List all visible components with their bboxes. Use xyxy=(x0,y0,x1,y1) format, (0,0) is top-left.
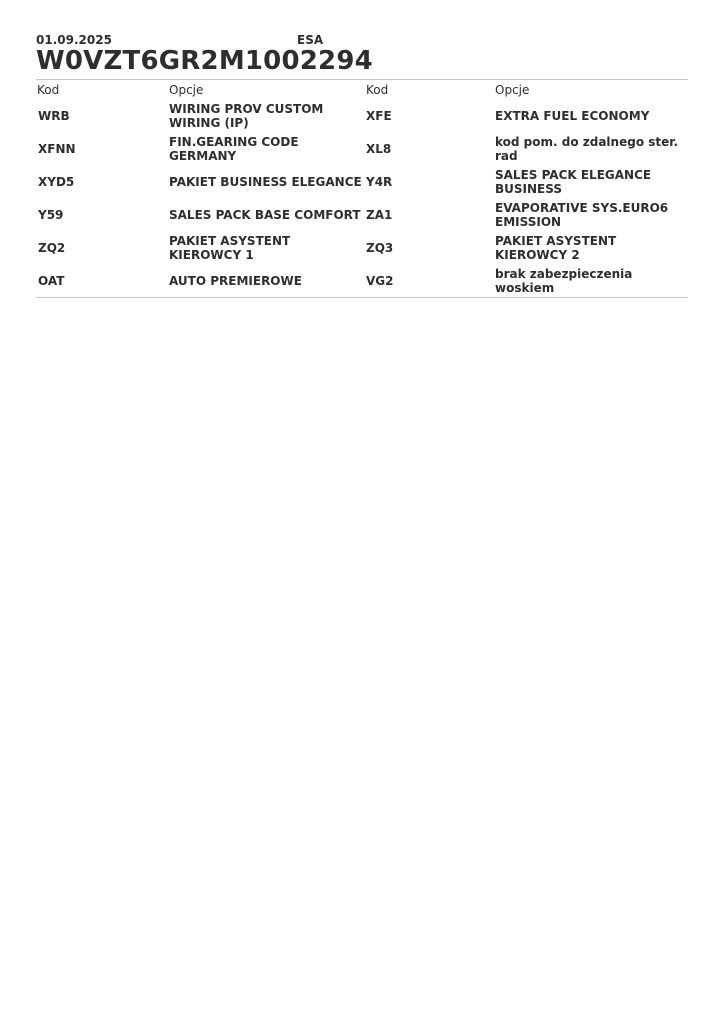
option-code: ZA1 xyxy=(366,207,393,222)
header-opcje-2: Opcje xyxy=(495,82,530,97)
table-row xyxy=(36,231,688,264)
option-description: EVAPORATIVE SYS.EURO6 EMISSION xyxy=(495,200,669,229)
option-code: XL8 xyxy=(366,141,392,156)
table-row xyxy=(36,99,688,132)
option-description: WIRING PROV CUSTOM WIRING (IP) xyxy=(169,101,324,130)
option-code: WRB xyxy=(38,108,70,123)
option-description: AUTO PREMIEROWE xyxy=(169,273,302,288)
document-code: ESA xyxy=(297,33,324,47)
option-description: kod pom. do zdalnego ster. rad xyxy=(495,134,679,163)
option-code: ZQ2 xyxy=(38,240,66,255)
option-description: PAKIET ASYSTENT KIEROWCY 2 xyxy=(495,233,617,262)
table-row xyxy=(36,198,688,231)
header-opcje-1: Opcje xyxy=(169,82,204,97)
option-description: FIN.GEARING CODE GERMANY xyxy=(169,134,299,163)
option-code: Y59 xyxy=(38,207,64,222)
table-row xyxy=(36,165,688,198)
header-kod-2: Kod xyxy=(366,82,389,97)
table-header xyxy=(36,80,688,99)
table-row xyxy=(36,264,688,297)
vin-number: W0VZT6GR2M1002294 xyxy=(36,46,373,76)
option-code: ZQ3 xyxy=(366,240,394,255)
option-description: brak zabezpieczenia woskiem xyxy=(495,266,633,295)
option-code: Y4R xyxy=(366,174,393,189)
table-row xyxy=(36,132,688,165)
header-kod-1: Kod xyxy=(37,82,60,97)
option-description: SALES PACK BASE COMFORT xyxy=(169,207,361,222)
option-code: XFE xyxy=(366,108,392,123)
option-description: PAKIET BUSINESS ELEGANCE xyxy=(169,174,362,189)
option-code: XFNN xyxy=(38,141,76,156)
option-description: PAKIET ASYSTENT KIEROWCY 1 xyxy=(169,233,291,262)
document-date: 01.09.2025 xyxy=(36,33,112,47)
option-code: VG2 xyxy=(366,273,394,288)
option-description: EXTRA FUEL ECONOMY xyxy=(495,108,650,123)
option-code: XYD5 xyxy=(38,174,75,189)
option-code: OAT xyxy=(38,273,65,288)
options-table xyxy=(36,79,688,298)
option-description: SALES PACK ELEGANCE BUSINESS xyxy=(495,167,652,196)
